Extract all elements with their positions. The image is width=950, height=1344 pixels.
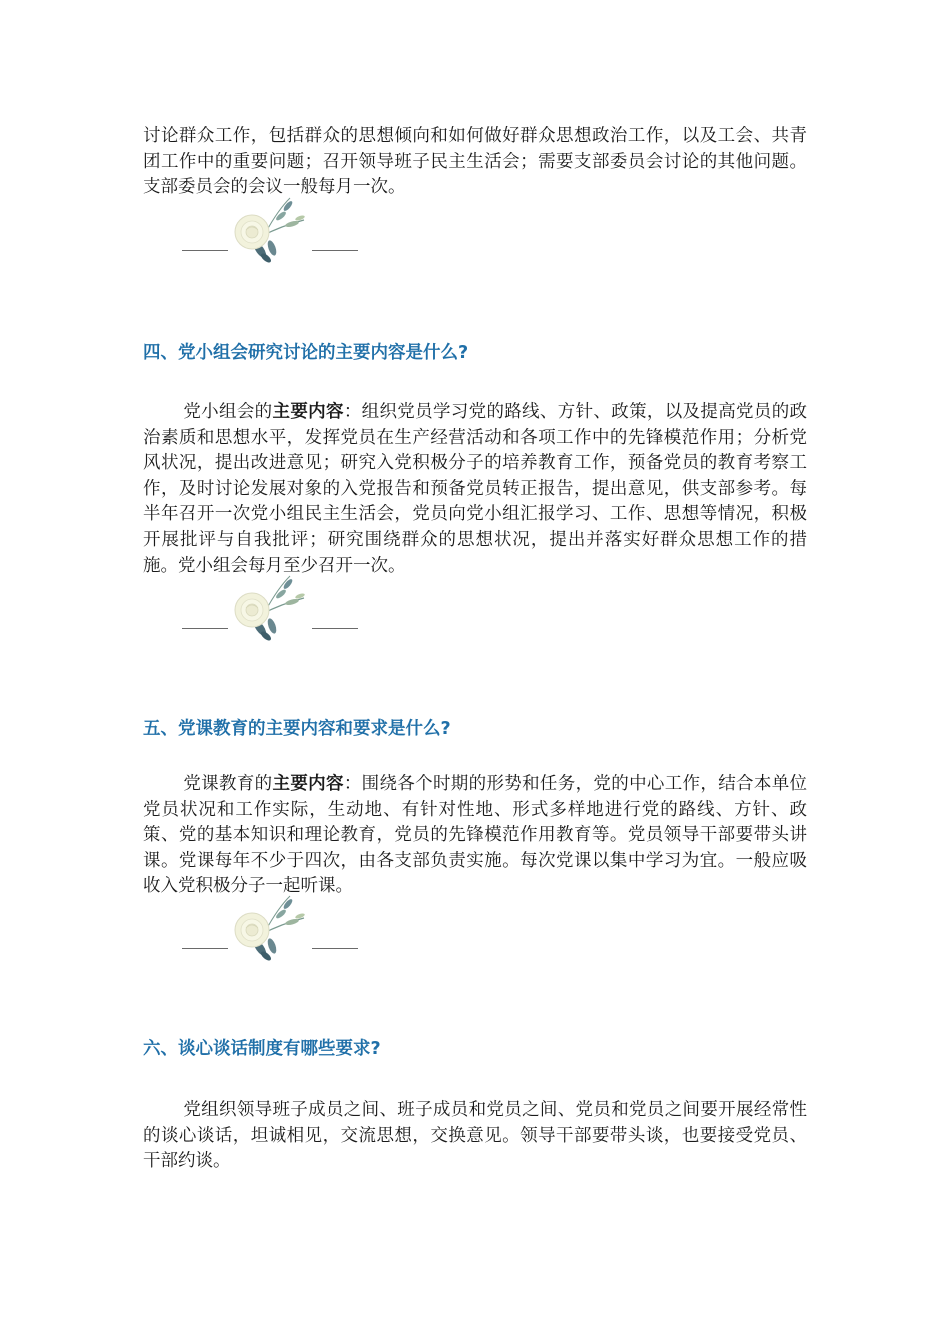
divider-line-left — [182, 628, 228, 630]
divider-line-right — [312, 628, 358, 630]
divider-line-right — [312, 250, 358, 252]
section-paragraph — [143, 400, 807, 579]
section-paragraph — [143, 772, 807, 900]
section-paragraph — [143, 1098, 807, 1175]
section-heading: 六、谈心谈话制度有哪些要求? — [143, 1039, 381, 1059]
paragraph-body-text: ：组织党员学习党的路线、方针、政策，以及提高党员的政治素质和思想水平，发挥党员在生产经营活动和各项工作中的先锋模范作用；分析党风状况，提出改进意见；研究入党积极分子的培养教育工作，预备党员的教育考察工作，及时讨论发展对象的入党报告和预备党员转正报告，提出意见，供支部参考。每半年召开一次党小组民主生活会，党员向党小组汇报学习、工作、思想等情况，积极开展批评与自我批评；研究围绕群众的思想状况，提出并落实好群众思想工作的措施。党小组会每月至少召开一次。 — [143, 402, 808, 576]
divider-line-left — [182, 948, 228, 950]
flower-divider — [182, 196, 362, 266]
paragraph-lead-text: 党小组会的 — [183, 402, 273, 422]
paragraph-lead-text: 党课教育的 — [183, 774, 273, 794]
paragraph-bold-text: 主要内容 — [272, 402, 344, 422]
divider-line-right — [312, 948, 358, 950]
paragraph-bold-text: 主要内容 — [272, 774, 344, 794]
flower-divider — [182, 574, 362, 644]
section-heading: 四、党小组会研究讨论的主要内容是什么? — [143, 343, 469, 363]
section-heading: 五、党课教育的主要内容和要求是什么? — [143, 719, 451, 739]
paragraph-body-text: ：围绕各个时期的形势和任务，党的中心工作，结合本单位党员状况和工作实际，生动地、有针对性地、形式多样地进行党的路线、方针、政策、党的基本知识和理论教育，党员的先锋模范作用教育等。党员领导干部要带头讲课。党课每年不少于四次，由各支部负责实施。每次党课以集中学习为宜。一般应吸收入党积极分子一起听课。 — [143, 774, 808, 897]
paragraph-body-text: 党组织领导班子成员之间、班子成员和党员之间、党员和党员之间要开展经常性的谈心谈话，坦诚相见，交流思想，交换意见。领导干部要带头谈，也要接受党员、干部约谈。 — [143, 1100, 807, 1172]
divider-line-left — [182, 250, 228, 252]
rose-flower-icon — [226, 574, 306, 644]
intro-paragraph: 讨论群众工作，包括群众的思想倾向和如何做好群众思想政治工作，以及工会、共青团工作中的重要问题；召开领导班子民主生活会；需要支部委员会讨论的其他问题。支部委员会的会议一般每月一次。 — [143, 126, 807, 198]
flower-divider — [182, 894, 362, 964]
rose-flower-icon — [226, 196, 306, 266]
rose-flower-icon — [226, 894, 306, 964]
